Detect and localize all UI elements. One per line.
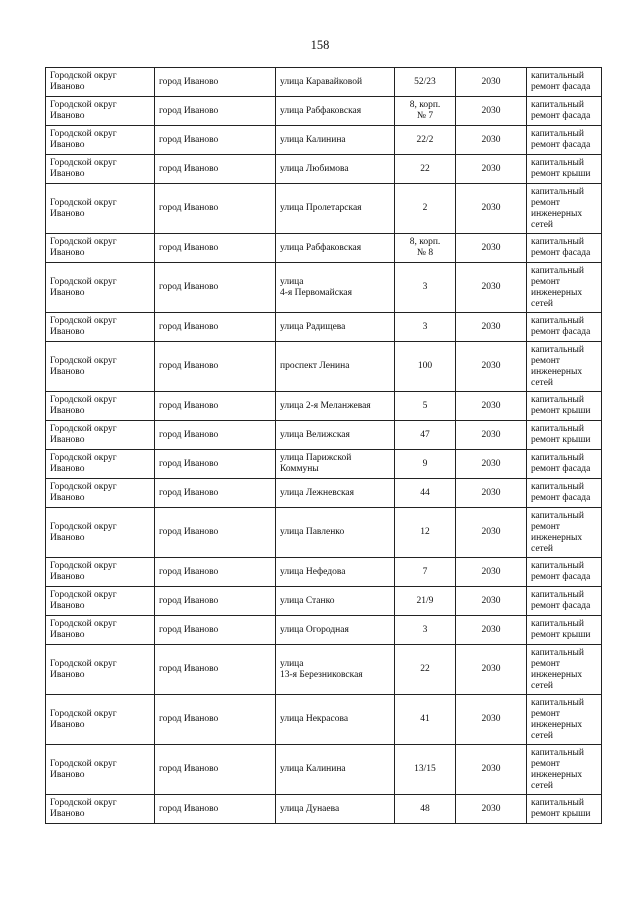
district-cell: Городской округ Иваново: [46, 392, 155, 421]
table-row: [46, 421, 602, 450]
street-cell: улица Дунаева: [276, 795, 395, 824]
district-cell: Городской округ Иваново: [46, 645, 155, 695]
city-cell: город Иваново: [155, 745, 276, 795]
district-cell: Городской округ Иваново: [46, 126, 155, 155]
house-cell: 3: [395, 263, 456, 313]
table-row: [46, 645, 602, 695]
work-type-cell: капитальный ремонт фасада: [527, 234, 602, 263]
district-cell: Городской округ Иваново: [46, 97, 155, 126]
year-cell: 2030: [456, 313, 527, 342]
work-type-cell: капитальный ремонт фасада: [527, 313, 602, 342]
table-row: [46, 558, 602, 587]
street-cell: улица Парижской Коммуны: [276, 450, 395, 479]
district-cell: Городской округ Иваново: [46, 587, 155, 616]
work-type-cell: капитальный ремонт инженерных сетей: [527, 645, 602, 695]
year-cell: 2030: [456, 479, 527, 508]
city-cell: город Иваново: [155, 645, 276, 695]
city-cell: город Иваново: [155, 616, 276, 645]
year-cell: 2030: [456, 745, 527, 795]
house-cell: 52/23: [395, 68, 456, 97]
city-cell: город Иваново: [155, 421, 276, 450]
city-cell: город Иваново: [155, 587, 276, 616]
table-row: [46, 234, 602, 263]
table-row: [46, 745, 602, 795]
house-cell: 12: [395, 508, 456, 558]
street-cell: проспект Ленина: [276, 342, 395, 392]
table-row: [46, 126, 602, 155]
work-type-cell: капитальный ремонт фасада: [527, 479, 602, 508]
city-cell: город Иваново: [155, 97, 276, 126]
house-cell: 7: [395, 558, 456, 587]
street-cell: улица Некрасова: [276, 695, 395, 745]
work-type-cell: капитальный ремонт фасада: [527, 558, 602, 587]
house-cell: 3: [395, 313, 456, 342]
work-type-cell: капитальный ремонт крыши: [527, 616, 602, 645]
year-cell: 2030: [456, 68, 527, 97]
year-cell: 2030: [456, 263, 527, 313]
table-row: [46, 616, 602, 645]
year-cell: 2030: [456, 695, 527, 745]
street-cell: улица Рабфаковская: [276, 97, 395, 126]
city-cell: город Иваново: [155, 68, 276, 97]
table-row: [46, 342, 602, 392]
year-cell: 2030: [456, 558, 527, 587]
house-cell: 21/9: [395, 587, 456, 616]
table-row: [46, 97, 602, 126]
year-cell: 2030: [456, 155, 527, 184]
year-cell: 2030: [456, 587, 527, 616]
street-cell: улица Калинина: [276, 126, 395, 155]
house-cell: 47: [395, 421, 456, 450]
house-cell: 9: [395, 450, 456, 479]
house-cell: 8, корп. № 8: [395, 234, 456, 263]
district-cell: Городской округ Иваново: [46, 508, 155, 558]
house-cell: 3: [395, 616, 456, 645]
district-cell: Городской округ Иваново: [46, 695, 155, 745]
year-cell: 2030: [456, 126, 527, 155]
street-cell: улица Павленко: [276, 508, 395, 558]
work-type-cell: капитальный ремонт крыши: [527, 795, 602, 824]
table-row: [46, 68, 602, 97]
street-cell: улица 13-я Березниковская: [276, 645, 395, 695]
registry-table: [45, 67, 602, 824]
district-cell: Городской округ Иваново: [46, 263, 155, 313]
house-cell: 100: [395, 342, 456, 392]
district-cell: Городской округ Иваново: [46, 155, 155, 184]
city-cell: город Иваново: [155, 184, 276, 234]
table-row: [46, 795, 602, 824]
year-cell: 2030: [456, 184, 527, 234]
city-cell: город Иваново: [155, 155, 276, 184]
street-cell: улица Калинина: [276, 745, 395, 795]
year-cell: 2030: [456, 450, 527, 479]
work-type-cell: капитальный ремонт фасада: [527, 126, 602, 155]
street-cell: улица Рабфаковская: [276, 234, 395, 263]
year-cell: 2030: [456, 342, 527, 392]
street-cell: улица Каравайковой: [276, 68, 395, 97]
year-cell: 2030: [456, 795, 527, 824]
city-cell: город Иваново: [155, 558, 276, 587]
work-type-cell: капитальный ремонт инженерных сетей: [527, 508, 602, 558]
street-cell: улица Пролетарская: [276, 184, 395, 234]
street-cell: улица Огородная: [276, 616, 395, 645]
year-cell: 2030: [456, 392, 527, 421]
table-row: [46, 155, 602, 184]
district-cell: Городской округ Иваново: [46, 313, 155, 342]
work-type-cell: капитальный ремонт инженерных сетей: [527, 263, 602, 313]
district-cell: Городской округ Иваново: [46, 745, 155, 795]
district-cell: Городской округ Иваново: [46, 616, 155, 645]
table-row: [46, 313, 602, 342]
table-row: [46, 479, 602, 508]
house-cell: 48: [395, 795, 456, 824]
house-cell: 41: [395, 695, 456, 745]
city-cell: город Иваново: [155, 126, 276, 155]
street-cell: улица Станко: [276, 587, 395, 616]
year-cell: 2030: [456, 97, 527, 126]
city-cell: город Иваново: [155, 342, 276, 392]
district-cell: Городской округ Иваново: [46, 795, 155, 824]
house-cell: 22/2: [395, 126, 456, 155]
table-row: [46, 450, 602, 479]
house-cell: 44: [395, 479, 456, 508]
table-row: [46, 695, 602, 745]
city-cell: город Иваново: [155, 479, 276, 508]
registry-table-body: [46, 68, 602, 824]
city-cell: город Иваново: [155, 392, 276, 421]
street-cell: улица Нефедова: [276, 558, 395, 587]
work-type-cell: капитальный ремонт инженерных сетей: [527, 184, 602, 234]
district-cell: Городской округ Иваново: [46, 558, 155, 587]
house-cell: 8, корп. № 7: [395, 97, 456, 126]
street-cell: улица Лежневская: [276, 479, 395, 508]
house-cell: 2: [395, 184, 456, 234]
house-cell: 13/15: [395, 745, 456, 795]
page-number: 158: [310, 38, 330, 52]
table-row: [46, 587, 602, 616]
district-cell: Городской округ Иваново: [46, 479, 155, 508]
city-cell: город Иваново: [155, 695, 276, 745]
table-row: [46, 263, 602, 313]
year-cell: 2030: [456, 616, 527, 645]
street-cell: улица Любимова: [276, 155, 395, 184]
house-cell: 22: [395, 155, 456, 184]
work-type-cell: капитальный ремонт фасада: [527, 97, 602, 126]
year-cell: 2030: [456, 421, 527, 450]
street-cell: улица Радищева: [276, 313, 395, 342]
street-cell: улица Велижская: [276, 421, 395, 450]
district-cell: Городской округ Иваново: [46, 234, 155, 263]
year-cell: 2030: [456, 645, 527, 695]
house-cell: 22: [395, 645, 456, 695]
work-type-cell: капитальный ремонт крыши: [527, 392, 602, 421]
street-cell: улица 4-я Первомайская: [276, 263, 395, 313]
district-cell: Городской округ Иваново: [46, 342, 155, 392]
city-cell: город Иваново: [155, 795, 276, 824]
district-cell: Городской округ Иваново: [46, 450, 155, 479]
year-cell: 2030: [456, 508, 527, 558]
city-cell: город Иваново: [155, 508, 276, 558]
district-cell: Городской округ Иваново: [46, 184, 155, 234]
work-type-cell: капитальный ремонт фасада: [527, 68, 602, 97]
city-cell: город Иваново: [155, 234, 276, 263]
work-type-cell: капитальный ремонт инженерных сетей: [527, 745, 602, 795]
street-cell: улица 2-я Меланжевая: [276, 392, 395, 421]
district-cell: Городской округ Иваново: [46, 421, 155, 450]
table-row: [46, 184, 602, 234]
city-cell: город Иваново: [155, 313, 276, 342]
work-type-cell: капитальный ремонт инженерных сетей: [527, 695, 602, 745]
city-cell: город Иваново: [155, 263, 276, 313]
table-row: [46, 392, 602, 421]
work-type-cell: капитальный ремонт крыши: [527, 155, 602, 184]
house-cell: 5: [395, 392, 456, 421]
work-type-cell: капитальный ремонт крыши: [527, 421, 602, 450]
work-type-cell: капитальный ремонт инженерных сетей: [527, 342, 602, 392]
city-cell: город Иваново: [155, 450, 276, 479]
district-cell: Городской округ Иваново: [46, 68, 155, 97]
work-type-cell: капитальный ремонт фасада: [527, 587, 602, 616]
year-cell: 2030: [456, 234, 527, 263]
work-type-cell: капитальный ремонт фасада: [527, 450, 602, 479]
table-row: [46, 508, 602, 558]
